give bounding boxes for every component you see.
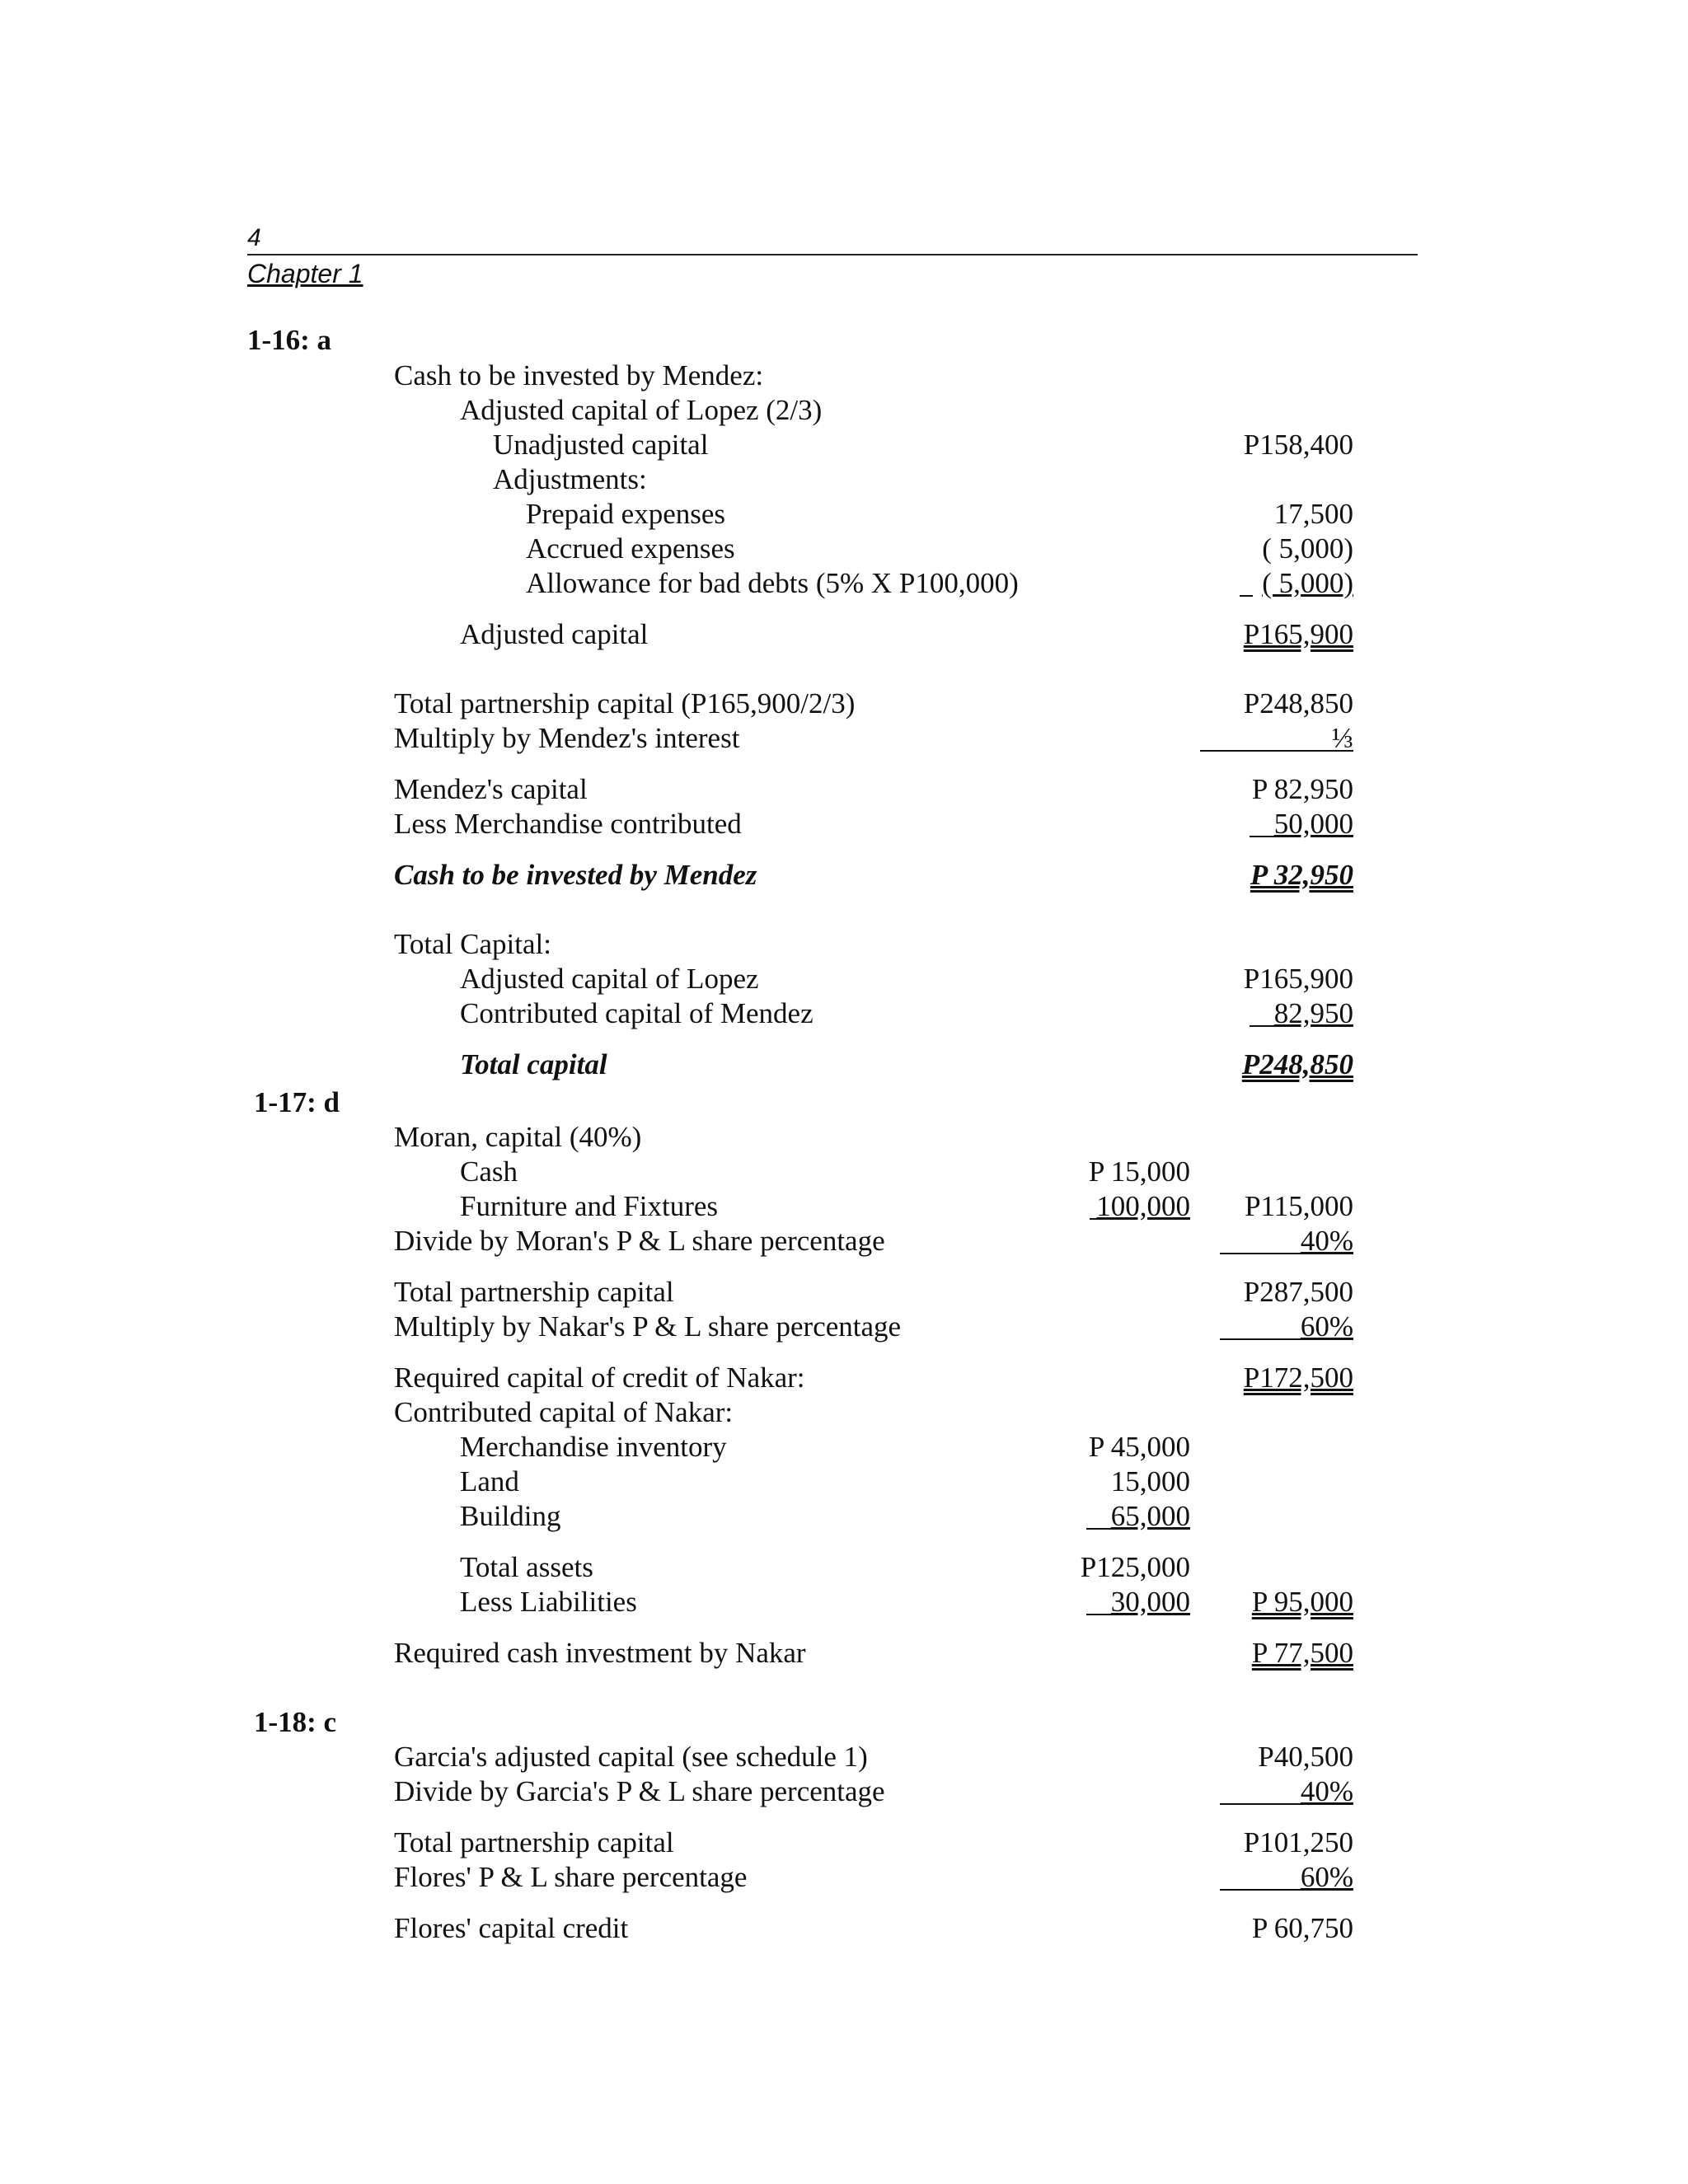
problem-label-1-16: 1-16: a xyxy=(247,324,332,356)
amount: ⅓ xyxy=(1331,722,1353,754)
line-label: Flores' capital credit xyxy=(394,1912,629,1944)
line-label: Moran, capital (40%) xyxy=(394,1121,642,1153)
header-rule xyxy=(247,254,1418,255)
line-label: Prepaid expenses xyxy=(526,498,726,530)
amount: P 60,750 xyxy=(1251,1912,1353,1944)
amount-total: P 32,950 xyxy=(1250,859,1353,891)
amount: P165,900 xyxy=(1243,963,1353,995)
amount: ( 5,000) xyxy=(1262,567,1353,599)
line-label-emphasis: Cash to be invested by Mendez xyxy=(394,859,757,891)
amount: P125,000 xyxy=(1080,1551,1190,1583)
amount: 50,000 xyxy=(1273,808,1353,840)
line-label: Total partnership capital (P165,900/2/3) xyxy=(394,687,856,719)
line-label: Contributed capital of Nakar: xyxy=(394,1396,734,1428)
chapter-title: Chapter 1 xyxy=(247,259,363,288)
leader-rule xyxy=(1250,836,1274,837)
amount-total: P248,850 xyxy=(1241,1048,1353,1080)
line-label: Required capital of credit of Nakar: xyxy=(394,1361,805,1394)
leader-rule xyxy=(1220,1889,1311,1891)
line-label: Unadjusted capital xyxy=(493,429,709,461)
leader-rule xyxy=(1086,1614,1116,1615)
line-label: Building xyxy=(460,1500,561,1532)
line-label: Adjustments: xyxy=(493,463,647,495)
leader-rule xyxy=(1086,1528,1116,1530)
line-label: Merchandise inventory xyxy=(460,1431,727,1463)
amount: 100,000 xyxy=(1096,1190,1190,1222)
amount: P 15,000 xyxy=(1088,1155,1190,1188)
leader-rule xyxy=(1220,1253,1311,1254)
line-label: Garcia's adjusted capital (see schedule 1) xyxy=(394,1741,868,1773)
line-label: Accrued expenses xyxy=(526,532,735,565)
problem-label-1-18: 1-18: c xyxy=(254,1706,337,1738)
line-label: Allowance for bad debts (5% X P100,000) xyxy=(526,567,1019,599)
amount: 82,950 xyxy=(1273,997,1353,1029)
amount: P115,000 xyxy=(1245,1190,1353,1222)
line-label: Divide by Garcia's P & L share percentage xyxy=(394,1775,885,1807)
problem-label-1-17: 1-17: d xyxy=(254,1086,340,1118)
line-label: Total partnership capital xyxy=(394,1276,674,1308)
amount: 60% xyxy=(1300,1861,1353,1893)
leader-rule xyxy=(1090,1218,1103,1220)
line-label: Adjusted capital of Lopez xyxy=(460,963,759,995)
line-label: Contributed capital of Mendez xyxy=(460,997,814,1029)
line-label: Furniture and Fixtures xyxy=(460,1190,719,1222)
amount: P287,500 xyxy=(1243,1276,1353,1308)
line-label: Total assets xyxy=(460,1551,593,1583)
line-label: Total Capital: xyxy=(394,928,551,960)
amount: 60% xyxy=(1300,1310,1353,1343)
amount: P158,400 xyxy=(1243,429,1353,461)
line-label: Cash to be invested by Mendez: xyxy=(394,359,764,391)
leader-rule xyxy=(1220,1803,1311,1805)
amount: P 82,950 xyxy=(1251,773,1353,805)
leader-rule xyxy=(1240,595,1253,597)
amount: P248,850 xyxy=(1243,687,1353,719)
leader-rule xyxy=(1220,1338,1311,1340)
amount: P40,500 xyxy=(1258,1741,1353,1773)
amount: P101,250 xyxy=(1243,1826,1353,1858)
line-label: Adjusted capital of Lopez (2/3) xyxy=(460,394,823,426)
line-label: Required cash investment by Nakar xyxy=(394,1637,806,1669)
line-label: Cash xyxy=(460,1155,518,1188)
amount: 17,500 xyxy=(1273,498,1353,530)
line-label: Divide by Moran's P & L share percentage xyxy=(394,1225,885,1257)
page-number: 4 xyxy=(247,224,261,251)
amount: 40% xyxy=(1300,1225,1353,1257)
line-label: Multiply by Nakar's P & L share percentage xyxy=(394,1310,902,1343)
line-label: Adjusted capital xyxy=(460,618,649,650)
line-label: Mendez's capital xyxy=(394,773,588,805)
amount: 15,000 xyxy=(1110,1465,1190,1497)
amount-total: P 77,500 xyxy=(1251,1637,1353,1669)
amount-total: P 95,000 xyxy=(1251,1586,1353,1618)
leader-rule xyxy=(1250,1025,1274,1027)
line-label: Less Liabilities xyxy=(460,1586,637,1618)
amount: 65,000 xyxy=(1110,1500,1190,1532)
underline-rule xyxy=(1200,750,1353,752)
amount: ( 5,000) xyxy=(1262,532,1353,565)
line-label: Multiply by Mendez's interest xyxy=(394,722,740,754)
line-label: Less Merchandise contributed xyxy=(394,808,742,840)
amount: 30,000 xyxy=(1110,1586,1190,1618)
line-label: Total partnership capital xyxy=(394,1826,674,1858)
amount: P 45,000 xyxy=(1088,1431,1190,1463)
line-label: Land xyxy=(460,1465,519,1497)
amount: 40% xyxy=(1300,1775,1353,1807)
line-label: Flores' P & L share percentage xyxy=(394,1861,748,1893)
amount-total: P172,500 xyxy=(1243,1361,1353,1394)
line-label-emphasis: Total capital xyxy=(460,1048,607,1080)
amount-total: P165,900 xyxy=(1243,618,1353,650)
